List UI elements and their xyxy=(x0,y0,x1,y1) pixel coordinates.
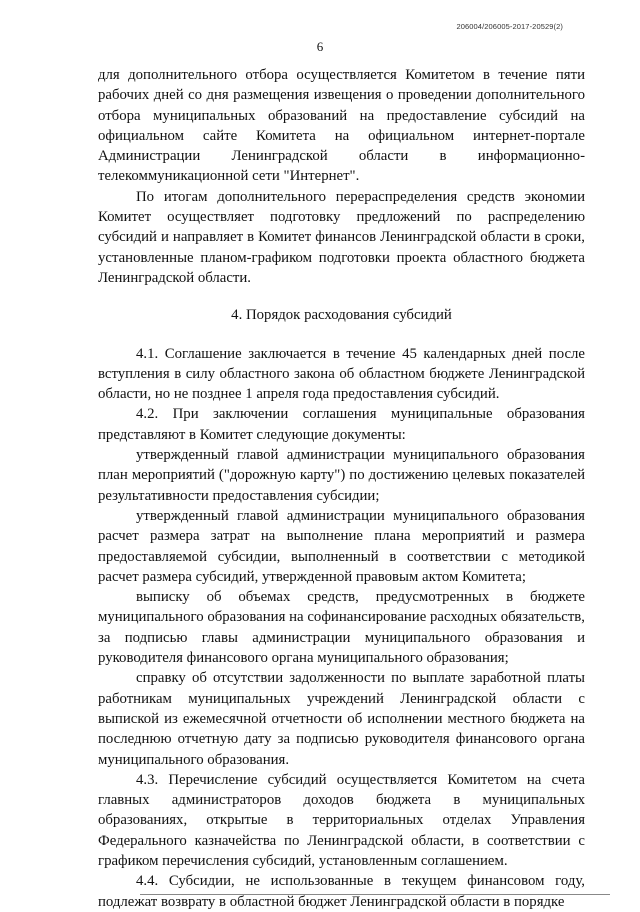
scan-edge-line xyxy=(140,894,610,895)
paragraph: 4.4. Субсидии, не использованные в текущем финансовом году, подлежат возврату в областной бюджет Ленинградской области в порядке xyxy=(98,873,585,910)
paragraph: утвержденный главой администрации муниципального образования план мероприятий ("дорожную карту") по достижению целевых показателей результативности предоставления субсидии; xyxy=(98,447,585,504)
document-body xyxy=(98,65,585,912)
paragraph-continuation: для дополнительного отбора осуществляется Комитетом в течение пяти рабочих дней со дня размещения извещения о проведении дополнительного отбора муниципальных образований на предоставление субсидий на официальном сайте Комитета на официальном интернет-портале Администрации Ленинградской области в информационно-телекоммуникационной сети "Интернет". xyxy=(98,67,585,185)
paragraph: справку об отсутствии задолженности по выплате заработной платы работникам муниципальных учреждений Ленинградской области с выпиской из ежемесячной отчетности об исполнении местного бюджета на последнюю отчетную дату за подписью руководителя финансового органа муниципального образования. xyxy=(98,670,585,768)
paragraph: 4.3. Перечисление субсидий осуществляется Комитетом на счета главных администраторов доходов бюджета в муниципальных образованиях, открытые в территориальных отделах Управления Федерального казначейства по Ленинградской области, в соответствии с графиком перечисления субсидий, установленным соглашением. xyxy=(98,771,585,869)
paragraph: 4.1. Соглашение заключается в течение 45 календарных дней после вступления в силу областного закона об областном бюджете Ленинградской области, но не позднее 1 апреля года предоставления субсидий. xyxy=(98,345,585,403)
document-id: 206004/206005-2017-20529(2) xyxy=(456,22,563,31)
paragraph: утвержденный главой администрации муниципального образования расчет размера затрат на выполнение плана мероприятий и размера предоставляемой субсидии, выполненный в соответствии с методикой расчет размера субсидий, утвержденной правовым актом Комитета; xyxy=(98,507,585,585)
paragraph: 4.2. При заключении соглашения муниципальные образования представляют в Комитет следующие документы: xyxy=(98,406,585,443)
paragraph: По итогам дополнительного перераспределения средств экономии Комитет осуществляет подготовку предложений по распределению субсидий и направляет в Комитет финансов Ленинградской области в сроки, установленные планом-графиком подготовки проекта областного бюджета Ленинградской области. xyxy=(98,188,585,286)
paragraph: выписку об объемах средств, предусмотренных в бюджете муниципального образования на софинансирование расходных обязательств, за подписью главы администрации муниципального образования и руководителя финансового органа муниципального образования; xyxy=(98,589,585,667)
page-number: 6 xyxy=(316,39,324,54)
section-heading: 4. Порядок расходования субсидий xyxy=(231,307,452,324)
